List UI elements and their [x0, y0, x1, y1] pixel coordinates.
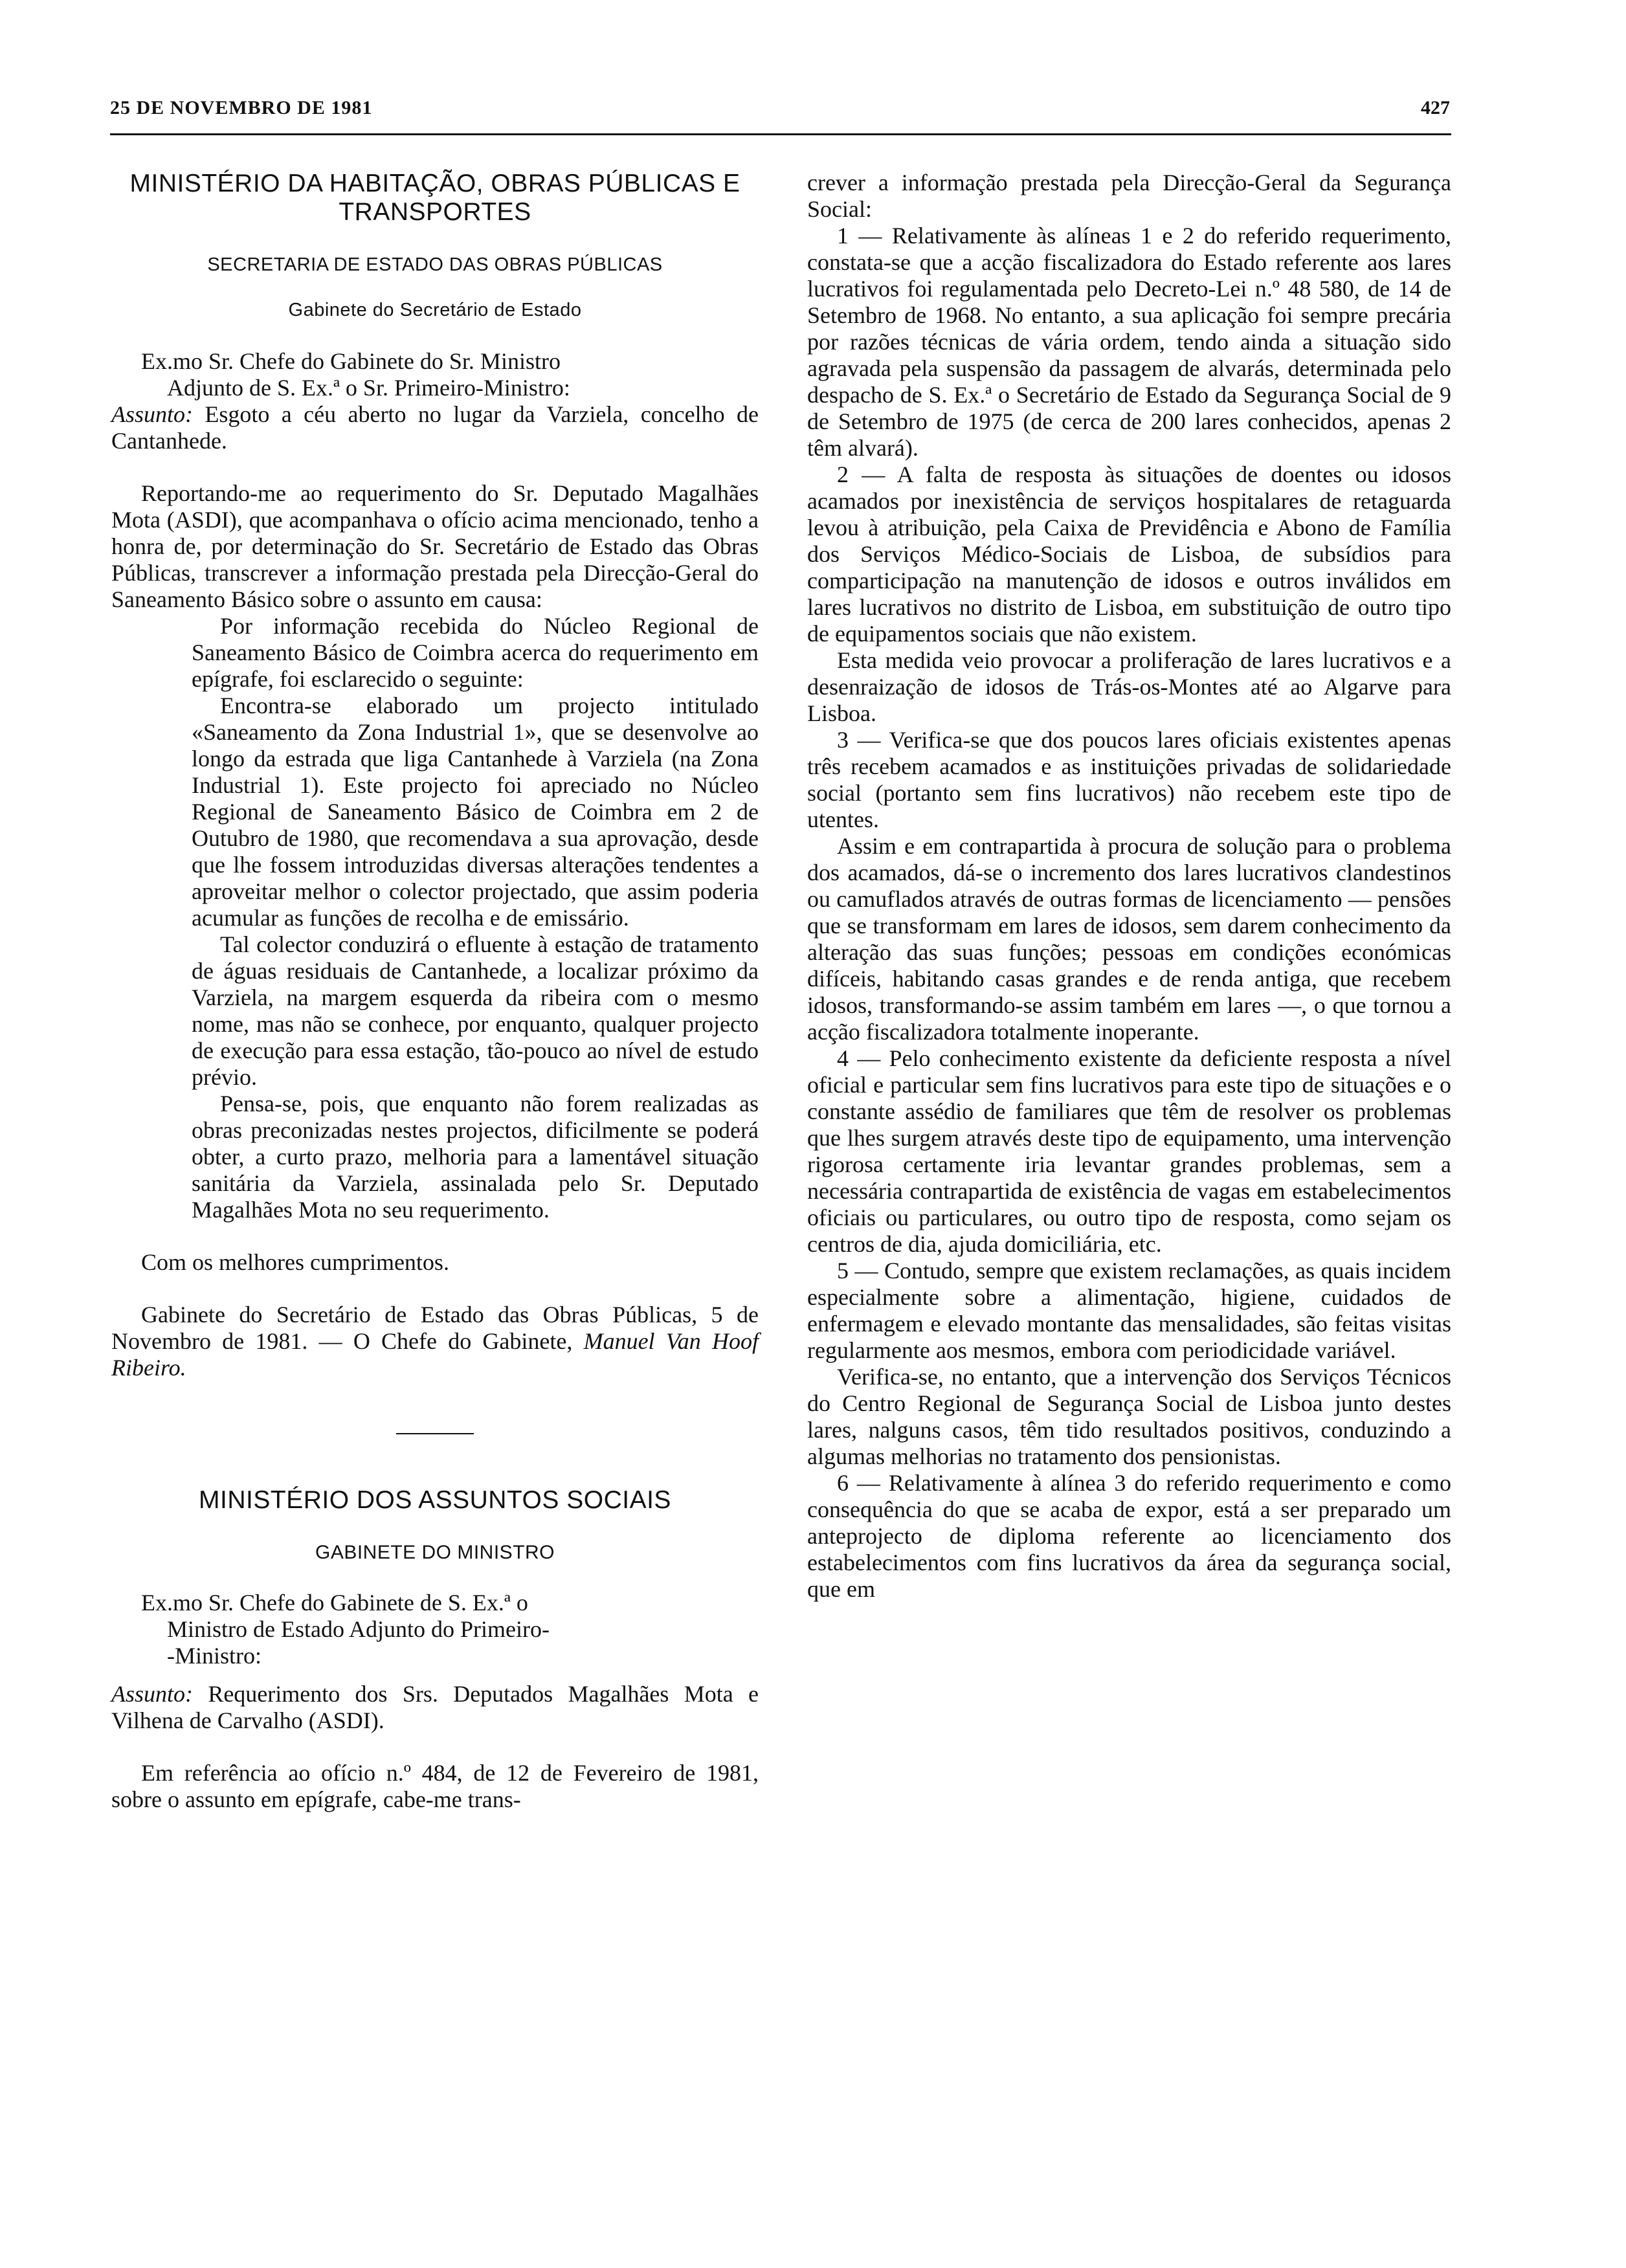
addressee-line-1: Ex.mo Sr. Chefe do Gabinete do Sr. Ministro [141, 348, 561, 374]
right-paragraph: Esta medida veio provocar a proliferação de lares lucrativos e a desenraização de idosos de Trás-os-Montes até ao Algarve para Lisboa. [807, 647, 1451, 726]
addressee-line-2: Adjunto de S. Ex.ª o Sr. Primeiro-Ministro: [167, 375, 570, 401]
right-paragraph: Verifica-se, no entanto, que a intervenção dos Serviços Técnicos do Centro Regional de Segurança Social de Lisboa junto destes lares, nalguns casos, têm tido resultados positivos, conduzindo a algumas melhorias no tratamento dos pensionistas. [807, 1364, 1451, 1469]
right-paragraph: 6 — Relativamente à alínea 3 do referido requerimento e como consequência do que se acaba de expor, está a ser preparado um anteprojecto de diploma referente ao licenciamento dos estabelecimentos com fins lucrativos da área da segurança social, que em [807, 1470, 1451, 1602]
right-paragraph: 4 — Pelo conhecimento existente da deficiente resposta a nível oficial e particular sem fins lucrativos para este tipo de situações e o constante assédio de familiares que têm de resolver os problemas que lhes surgem através deste tipo de equipamento, uma intervenção rigorosa certamente iria levantar grandes problemas, sem a necessária contrapartida de existência de vagas em estabelecimentos oficiais ou particulares, ou outro tipo de resposta, como sejam os centros de dia, ajuda domiciliária, etc. [807, 1045, 1451, 1257]
right-paragraph: 1 — Relativamente às alíneas 1 e 2 do referido requerimento, constata-se que a acção fiscalizadora do Estado referente aos lares lucrativos foi regulamentada pelo Decreto-Lei n.º 48 580, de 14 de Setembro de 1968. No entanto, a sua aplicação foi sempre precária por razões técnicas de vária ordem, tendo ainda a situação sido agravada pela suspensão da passagem de alvarás, determinada pelo despacho de S. Ex.ª o Secretário de Estado da Segurança Social de 9 de Setembro de 1975 (de cerca de 200 lares conhecidos, apenas 2 têm alvará). [807, 223, 1451, 461]
quote-paragraph: Tal colector conduzirá o efluente à estação de tratamento de águas residuais de Cantanhede, a localizar próximo da Varziela, na margem esquerda da ribeira com o mesmo nome, mas não se conhece, por enquanto, qualquer projecto de execução para essa estação, tão-pouco ao nível de estudo prévio. [192, 931, 759, 1090]
addressee [141, 348, 759, 401]
right-paragraph: 2 — A falta de resposta às situações de doentes ou idosos acamados por inexistência de serviços hospitalares de retaguarda levou à atribuição, pela Caixa de Previdência e Abono de Família dos Serviços Médico-Sociais de Lisboa, de subsídios para comparticipação na manutenção de idosos e outros inválidos em lares lucrativos no distrito de Lisboa, em substituição de outro tipo de equipamentos sociais que não existem. [807, 461, 1451, 647]
gabinete-heading-2: GABINETE DO MINISTRO [315, 1542, 555, 1563]
subject-2-label: Assunto: [111, 1681, 193, 1707]
quote-paragraph: Por informação recebida do Núcleo Regional de Saneamento Básico de Coimbra acerca do requerimento em epígrafe, foi esclarecido o seguinte: [192, 613, 759, 692]
addressee-2 [141, 1590, 759, 1669]
closing: Com os melhores cumprimentos. [141, 1249, 449, 1275]
header-rule [110, 133, 1451, 135]
intro-paragraph: Reportando-me ao requerimento do Sr. Deputado Magalhães Mota (ASDI), que acompanhava o ofício acima mencionado, tenho a honra de, por determinação do Sr. Secretário de Estado das Obras Públicas, transcrever a informação prestada pela Direcção-Geral do Saneamento Básico sobre o assunto em causa: [111, 480, 759, 612]
addressee-2-line-1: Ex.mo Sr. Chefe do Gabinete de S. Ex.ª o [141, 1590, 528, 1616]
addressee-2-line-3: -Ministro: [167, 1643, 262, 1669]
subject-text: Esgoto a céu aberto no lugar da Varziela, concelho de Cantanhede. [111, 401, 759, 454]
addressee-2-line-2: Ministro de Estado Adjunto do Primeiro- [167, 1616, 550, 1642]
ministry-heading-2: MINISTÉRIO DOS ASSUNTOS SOCIAIS [199, 1486, 671, 1514]
ministry-heading: MINISTÉRIO DA HABITAÇÃO, OBRAS PÚBLICAS E TRANSPORTES [129, 170, 741, 226]
subject-2 [111, 1681, 759, 1734]
final-paragraph: Em referência ao ofício n.º 484, de 12 de Fevereiro de 1981, sobre o assunto em epígrafe, cabe-me trans- [111, 1760, 759, 1812]
quote-paragraph: Pensa-se, pois, que enquanto não forem realizadas as obras preconizadas nestes projectos, dificilmente se poderá obter, a curto prazo, melhoria para a lamentável situação sanitária da Varziela, assinalada pelo Sr. Deputado Magalhães Mota no seu requerimento. [192, 1091, 759, 1223]
right-paragraph: 3 — Verifica-se que dos poucos lares oficiais existentes apenas três recebem acamados e as instituições privadas de solidariedade social (portanto sem fins lucrativos) não recebem este tipo de utentes. [807, 727, 1451, 832]
signature-text: Gabinete do Secretário de Estado das Obras Públicas, 5 de Novembro de 1981. — O Chefe do Gabinete, [111, 1302, 759, 1354]
header-date: 25 DE NOVEMBRO DE 1981 [110, 97, 373, 118]
right-paragraph: crever a informação prestada pela Direcção-Geral da Segurança Social: [807, 170, 1451, 222]
secretaria-heading: SECRETARIA DE ESTADO DAS OBRAS PÚBLICAS [207, 254, 663, 275]
signature-block [111, 1302, 759, 1381]
quote-paragraph: Encontra-se elaborado um projecto intitulado «Saneamento da Zona Industrial 1», que se desenvolve ao longo da estrada que liga Cantanhede à Varziela (na Zona Industrial 1). Este projecto foi apreciado no Núcleo Regional de Saneamento Básico de Coimbra em 2 de Outubro de 1980, que recomendava a sua aprovação, desde que lhe fossem introduzidas diversas alterações tendentes a aproveitar melhor o colector projectado, que assim poderia acumular as funções de recolha e de emissário. [192, 693, 759, 931]
subject-2-text: Requerimento dos Srs. Deputados Magalhães Mota e Vilhena de Carvalho (ASDI). [111, 1681, 759, 1733]
subject [111, 401, 759, 454]
page-number: 427 [1421, 97, 1450, 118]
gabinete-heading: Gabinete do Secretário de Estado [288, 300, 582, 320]
right-paragraph: 5 — Contudo, sempre que existem reclamações, as quais incidem especialmente sobre a alimentação, higiene, cuidados de enfermagem e elevado montante das mensalidades, são feitas visitas regularmente aos mesmos, embora com periodicidade variável. [807, 1258, 1451, 1363]
right-column [807, 170, 1451, 1603]
quoted-information [192, 613, 759, 1223]
signature-name: Manuel Van Hoof Ribeiro. [111, 1328, 759, 1381]
subject-label: Assunto: [111, 401, 193, 427]
right-paragraph: Assim e em contrapartida à procura de solução para o problema dos acamados, dá-se o incremento dos lares lucrativos clandestinos ou camuflados através de outras formas de licenciamento — pensões que se transformam em lares de idosos, sem darem conhecimento da alteração das suas funções; pessoas em condições económicas difíceis, habitando casas grandes e de renda antiga, que recebem idosos, transformando-se assim também em lares —, o que tornou a acção fiscalizadora totalmente inoperante. [807, 833, 1451, 1045]
left-column [111, 170, 759, 1813]
